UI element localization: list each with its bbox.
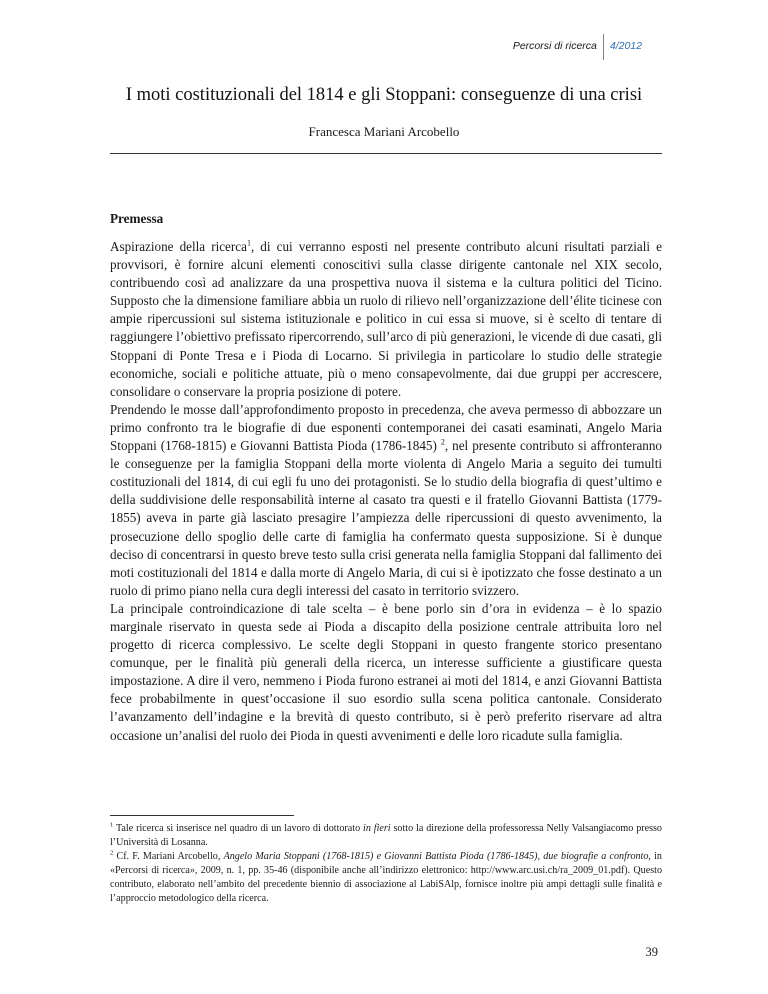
article-title: I moti costituzionali del 1814 e gli Stoppani: conseguenze di una crisi xyxy=(125,85,643,105)
body-text xyxy=(110,238,662,745)
issue-number: 4/2012 xyxy=(609,40,642,52)
footnote-2: $^2$ Cf. F. Mariani Arcobello, Angelo Maria Stoppani (1768-1815) e Giovanni Battista Pioda (1786-1845), due biografie a confronto, in «Percorsi di ricerca», 2009, n. 1, pp. 35-46 (disponibile anche all’indirizzo elettronico: http://www.arc.usi.ch/ra_2009_01.pdf). Questo contributo, elaborato nell’ambito del precedente biennio di associazione al LabiSAlp, fornisce inoltre più ampi dettagli sulle finalità e l’approccio metodologico della ricerca. xyxy=(110,849,662,905)
page-number: 39 xyxy=(645,945,658,959)
footnotes xyxy=(110,822,662,907)
title-divider xyxy=(110,153,662,154)
footnote-ref-2[interactable]: 2 xyxy=(440,437,445,447)
journal-name: Percorsi di ricerca xyxy=(512,40,597,52)
paragraph-2: Prendendo le mosse dall’approfondimento proposto in precedenza, che aveva permesso di abbozzare un primo confronto tra le biografie di due esponenti contemporanei dei casati esaminati, Angelo Maria Stoppani (1768-1815) e Giovanni Battista Pioda (1786-1845) $^2$, nel presente contributo si affronteranno le conseguenze per la famiglia Stoppani della morte violenta di Angelo Maria a seguito dei tumulti costituzionali del 1814, di cui egli fu uno dei protagonisti. Se lo studio della biografia di quest’ultimo e della suddivisione delle responsabilità interne al casato tra questi e il fratello Giovanni Battista (1779-1855) aveva in parte già lasciato presagire l’ampiezza delle ripercussioni di questo avvenimento, la prosecuzione dello spoglio delle carte di famiglia ha confermato questa supposizione. Si è dunque deciso di concentrarsi in questo breve testo sulla crisi generata nella famiglia Stoppani dal fallimento dei moti costituzionali del 1814 e dalla morte di Angelo Maria, di cui si è ipotizzato che fosse destinato a un ruolo di primo piano nella cura degli interessi del casato in territorio svizzero. xyxy=(110,401,662,598)
paragraph-1: Aspirazione della ricerca$^1$, di cui verranno esposti nel presente contributo alcuni risultati parziali e provvisori, è fornire alcuni elementi conoscitivi sulla classe dirigente cantonale nel XIX secolo, contribuendo così ad analizzare da una prospettiva nuova il sistema e la cultura politici del Ticino. Supposto che la dimensione familiare abbia un ruolo di rilievo nell’organizzazione dell’élite ticinese con ampie ripercussioni sul sistema istituzionale e politico in cui essa si muove, si è scelto di tentare di raggiungere l’obiettivo prefissato ripercorrendo, sull’arco di più generazioni, le vicende di due casati, gli Stoppani di Ponte Tresa e i Pioda di Locarno. Si privilegia in particolare lo studio delle strategie economiche, sociali e politiche attuate, più o meno consapevolmente, dai due gruppi per accrescere, consolidare o conservare la propria posizione di potere. xyxy=(110,238,662,399)
section-heading: Premessa xyxy=(110,211,164,226)
footnote-ref-1[interactable]: 1 xyxy=(246,238,251,248)
article-author: Francesca Mariani Arcobello xyxy=(308,124,460,139)
footnote-1: $^1$ Tale ricerca si inserisce nel quadro di un lavoro di dottorato in fieri sotto la direzione della professoressa Nelly Valsangiacomo presso l’Università di Losanna. xyxy=(110,821,662,849)
running-header xyxy=(513,38,642,54)
footnote-divider xyxy=(110,815,294,816)
paragraph-3: La principale controindicazione di tale scelta – è bene porlo sin d’ora in evidenza – è lo spazio marginale riservato in questa sede ai Pioda a discapito della posizione centrale attribuita loro nel progetto di ricerca complessivo. Le scelte degli Stoppani in questo frangente storico presentano comunque, per le finalità più generali della ricerca, un interesse sufficiente a giustificare questa impostazione. A dire il vero, nemmeno i Pioda furono estranei ai moti del 1814, e anzi Giovanni Battista fece probabilmente in quest’occasione il suo esordio sulla scena politica cantonale. Considerato l’avanzamento dell’indagine e la brevità di questo contributo, si è però preferito riservare ad altra occasione un’analisi del ruolo dei Pioda in questi avvenimenti e delle loro ricadute sulla famiglia. xyxy=(110,600,662,743)
